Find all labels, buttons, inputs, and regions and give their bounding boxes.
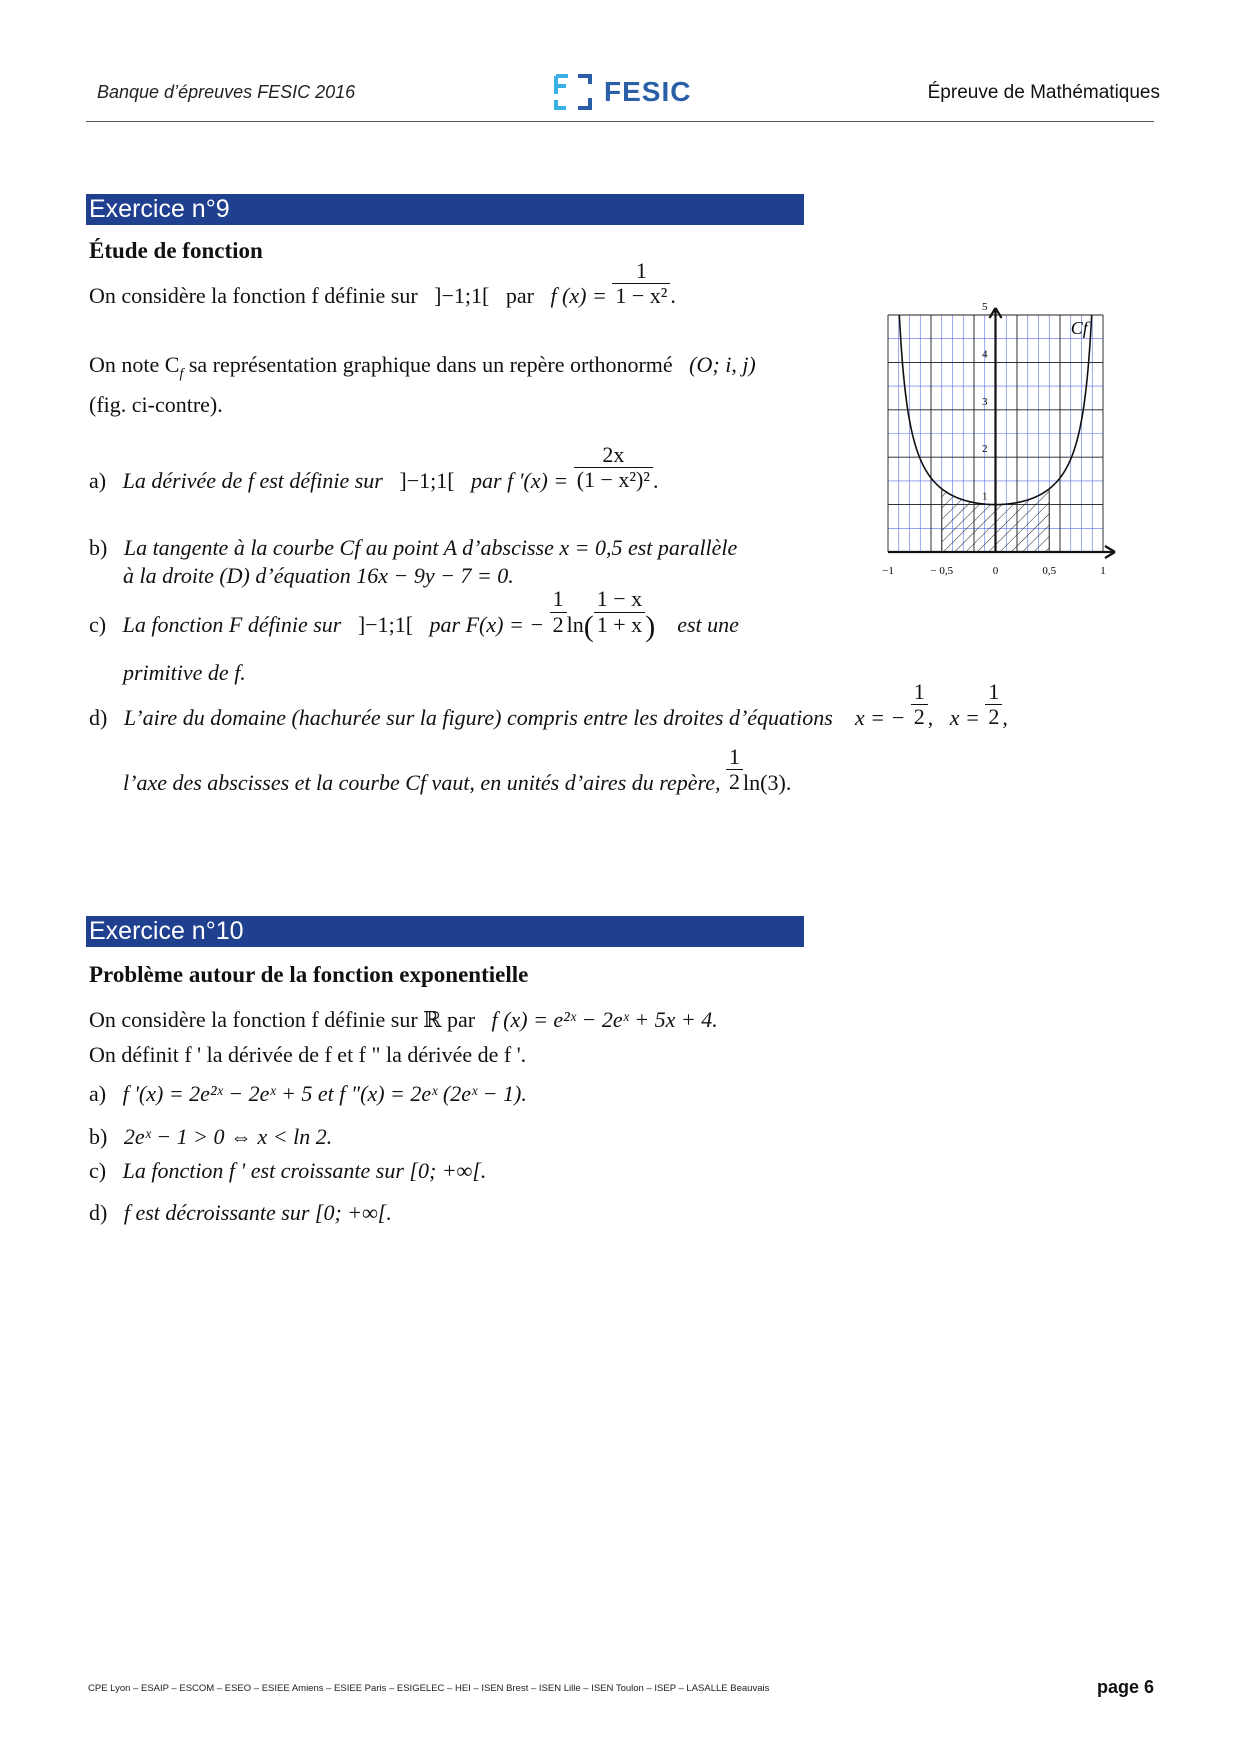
y-tick-label: 2	[982, 443, 988, 456]
curve-label: Cf	[1070, 317, 1088, 338]
ex9-c-half-num: 1	[550, 587, 567, 612]
ex9-intro-text: On considère la fonction f définie sur	[89, 283, 418, 308]
ex9-b-text1: La tangente à la courbe Cf au point A d’abscisse x = 0,5 est parallèle	[123, 535, 738, 560]
ex10-b-text: 2eˣ − 1 > 0 ⇔ x < ln 2.	[123, 1124, 333, 1149]
ex9-d-label: d)	[89, 705, 108, 730]
ex9-c-fraction	[594, 587, 645, 636]
ex9-c-par: par F(x) = −	[429, 612, 545, 638]
ex9-fx-num: 1	[612, 259, 670, 284]
ex9-d-val: ln(3)	[743, 770, 786, 795]
x-tick-label: − 0,5	[930, 565, 954, 577]
ex9-d-frac1-num: 1	[911, 680, 928, 705]
ex9-c-half-den: 2	[552, 611, 564, 637]
ex9-fx-den: 1 − x²	[615, 283, 668, 309]
ex9-d-frac1-den: 2	[913, 704, 925, 730]
ex9-item-d: d) L’aire du domaine (hachurée sur la figure) compris entre les droites d’équations x = − $\frac{1}{2}$ , x = $\frac{1}{2}$ ,	[89, 679, 1008, 730]
exercise-10-subtitle: Problème autour de la fonction exponentielle	[89, 962, 529, 987]
ex9-c-interval: ]−1;1[	[357, 612, 414, 638]
ex9-intro2-rest: sa représentation graphique dans un repère orthonormé	[183, 352, 673, 377]
x-tick-label: 0,5	[1042, 565, 1057, 577]
ex9-c-end: est une	[677, 612, 739, 638]
ex9-c-label: c)	[89, 612, 107, 638]
ex10-c-label: c)	[89, 1158, 107, 1183]
ex9-c-text: La fonction F définie sur	[122, 612, 342, 638]
ex10-a-label: a)	[89, 1081, 107, 1106]
x-tick-label: 0	[992, 565, 999, 577]
ex9-a-label: a)	[89, 468, 107, 493]
ex10-intro1: On considère la fonction f définie sur ℝ par	[89, 1007, 476, 1032]
ex9-b-text2: à la droite (D) d’équation 16x − 9y − 7 = 0.	[123, 563, 514, 588]
ex9-intro2: On note C	[89, 352, 180, 377]
ex10-item-a	[89, 1081, 527, 1107]
ex9-intro2-sub: f	[179, 366, 184, 382]
ex9-c-ln: ln	[566, 612, 584, 638]
ex10-item-c	[89, 1158, 486, 1184]
ex10-c-text: La fonction f ' est croissante sur [0; +∞[.	[122, 1158, 487, 1183]
fesic-logo	[552, 72, 691, 112]
ex9-fx-fraction	[612, 259, 670, 308]
ex10-d-text: f est décroissante sur [0; +∞[.	[123, 1200, 392, 1225]
ex9-d-frac1	[911, 680, 928, 729]
ex9-intro-line3: (fig. ci-contre).	[89, 392, 223, 417]
logo-text: FESIC	[604, 76, 692, 107]
ex9-d-frac2-num: 1	[985, 680, 1002, 705]
y-tick-label: 3	[982, 395, 988, 408]
ex9-intro-line1: On considère la fonction f définie sur ]−1;1[ par f (x) = $\frac{1}{\text{1 − x²}}$ .	[89, 258, 676, 309]
ex9-item-a: a) La dérivée de f est définie sur ]−1;1[ par f '(x) = $\frac{2x}{\text{(1 − x²)²}}$ .	[89, 442, 659, 493]
page-number: page 6	[1096, 1677, 1154, 1697]
header-left: Banque d’épreuves FESIC 2016	[97, 82, 356, 102]
ex9-par: par	[505, 283, 534, 308]
ex9-a-interval: ]−1;1[	[399, 468, 455, 493]
ex10-intro-line2: On définit f ' la dérivée de f et f " la dérivée de f '.	[89, 1042, 527, 1067]
exercise-10-title-bar: Exercice n°10	[86, 916, 804, 947]
ex9-a-fraction	[574, 443, 653, 492]
ex9-a-par: par f '(x) =	[471, 468, 569, 493]
ex9-c-text2: primitive de f.	[123, 660, 246, 685]
ex9-a-text: La dérivée de f est définie sur	[122, 468, 383, 493]
ex9-repere: (O; i, j)	[689, 352, 756, 377]
ex9-d-frac2-den: 2	[988, 704, 1000, 730]
ex9-b-label: b)	[89, 535, 108, 560]
ex9-d-frac3-num: 1	[726, 745, 743, 770]
ex10-intro1-eq: f (x) = e²ˣ − 2eˣ + 5x + 4.	[491, 1007, 718, 1032]
footer-schools: CPE Lyon – ESAIP – ESCOM – ESEO – ESIEE Amiens – ESIEE Paris – ESIGELEC – HEI – ISEN Brest – ISEN Lille – ISEN Toulon – ISEP – LASALLE Beauvais	[88, 1683, 770, 1694]
ex9-item-b	[89, 535, 737, 561]
ex9-d-eq2: x =	[949, 705, 980, 730]
ex9-d-eq1: x = −	[854, 705, 906, 730]
y-tick-label: 4	[982, 348, 988, 361]
ex9-a-den: (1 − x²)²	[576, 467, 650, 493]
ex9-fx: f (x) =	[550, 283, 607, 308]
ex10-item-d	[89, 1200, 392, 1226]
fesic-logo-icon	[552, 72, 594, 112]
header-divider	[86, 121, 1154, 122]
y-tick-label: 5	[982, 301, 988, 313]
header-right: Épreuve de Mathématiques	[927, 82, 1160, 103]
ex9-a-num: 2x	[574, 443, 653, 468]
ex10-item-b	[89, 1124, 332, 1150]
ex9-d-frac3-den: 2	[729, 769, 741, 795]
ex9-d-frac3	[726, 745, 743, 794]
ex9-d-line2: l’axe des abscisses et la courbe Cf vaut, en unités d’aires du repère, $\frac{1}{2}$ ln(3).	[123, 744, 792, 795]
x-tick-label: 1	[1100, 565, 1106, 577]
ex10-a-text: f '(x) = 2e²ˣ − 2eˣ + 5 et f "(x) = 2eˣ (2eˣ − 1).	[122, 1081, 527, 1106]
ex9-c-num: 1 − x	[594, 587, 645, 612]
ex10-intro-line1	[89, 1007, 718, 1033]
ex9-c-den: 1 + x	[596, 611, 643, 637]
ex9-intro-line2	[89, 352, 756, 382]
exercise-9-title-bar: Exercice n°9	[86, 194, 804, 225]
ex9-c-half	[550, 587, 567, 636]
ex9-d-text1: L’aire du domaine (hachurée sur la figure) compris entre les droites d’équations	[123, 705, 833, 730]
ex10-b-label: b)	[89, 1124, 108, 1149]
exercise-9-subtitle: Étude de fonction	[89, 238, 263, 263]
ex9-d-frac2	[985, 680, 1002, 729]
ex9-interval: ]−1;1[	[434, 283, 490, 308]
y-tick-label: 1	[982, 490, 988, 503]
ex9-d-text2: l’axe des abscisses et la courbe Cf vaut, en unités d’aires du repère,	[123, 770, 721, 795]
x-tick-label: −1	[882, 565, 894, 577]
function-graph	[878, 300, 1138, 640]
ex10-d-label: d)	[89, 1200, 108, 1225]
ex9-item-c: c) La fonction F définie sur ]−1;1[ par F(x) = − $\frac{1}{2}$ ln( $\frac{1 - x}{1 + x}$ ) est une	[89, 586, 739, 643]
